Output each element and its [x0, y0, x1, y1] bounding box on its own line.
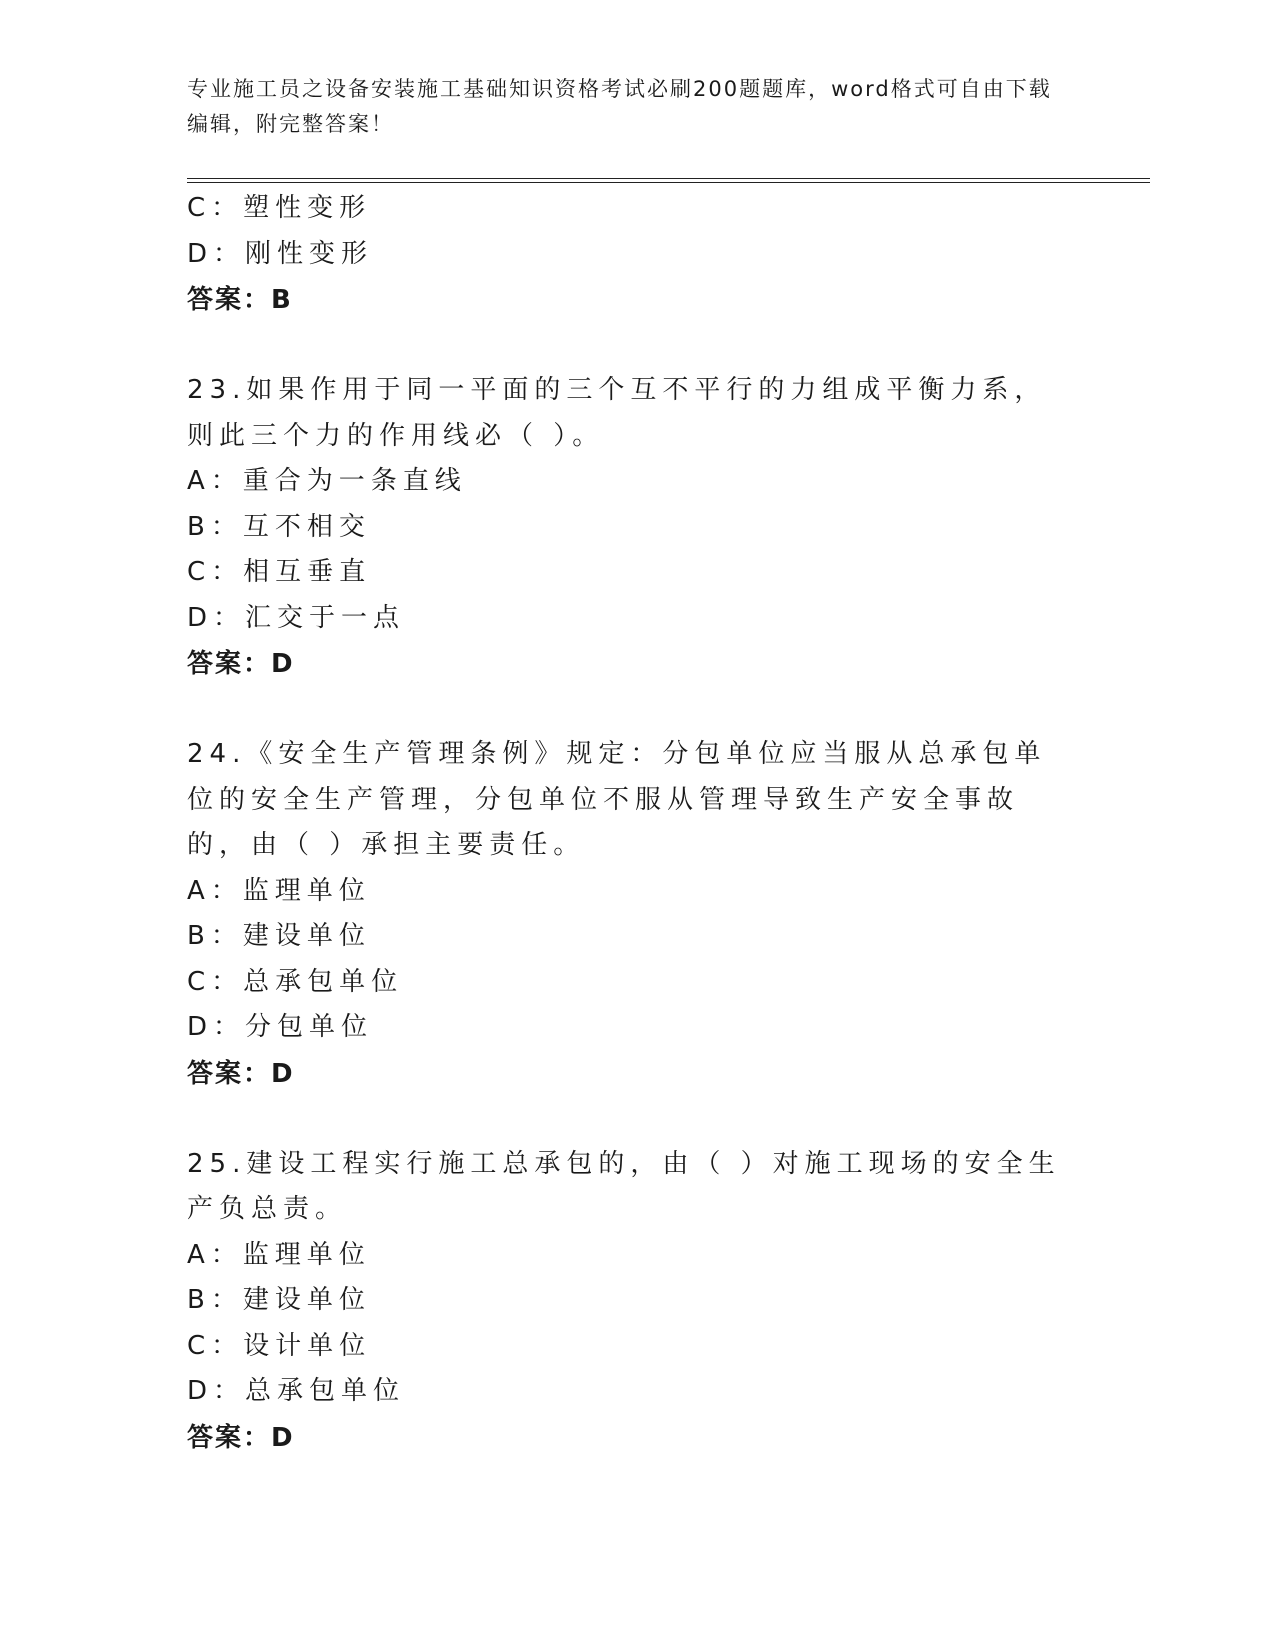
- option-a: A：重合为一条直线: [187, 466, 467, 496]
- option-d: D：总承包单位: [187, 1376, 406, 1406]
- option-b: B：互不相交: [187, 511, 371, 542]
- answer-line: 答案：D: [187, 1422, 295, 1453]
- header-rule-bottom: [187, 182, 1150, 183]
- option-a: A：监理单位: [187, 1239, 371, 1270]
- question-list: [187, 186, 1067, 1461]
- spacer: [187, 323, 1067, 368]
- answer-line: 答案：B: [187, 285, 293, 315]
- question-23: [187, 368, 1067, 687]
- question-25: [187, 1142, 1067, 1461]
- option-c: C：相互垂直: [187, 557, 372, 587]
- spacer: [187, 687, 1067, 732]
- question-stem: 23.如果作用于同一平面的三个互不平行的力组成平衡力系，则此三个力的作用线必（ ）。: [187, 375, 1047, 451]
- spacer: [187, 1097, 1067, 1142]
- question-24: [187, 732, 1067, 1097]
- header-rule-top: [187, 178, 1150, 179]
- option-c: C：总承包单位: [187, 966, 404, 997]
- option-c: C：塑性变形: [187, 193, 372, 223]
- header-title: 专业施工员之设备安装施工基础知识资格考试必刷200题题库，word格式可自由下载编辑，附完整答案！: [187, 77, 1052, 136]
- question-stem: 25.建设工程实行施工总承包的，由（ ）对施工现场的安全生产负总责。: [187, 1148, 1061, 1224]
- option-a: A：监理单位: [187, 875, 371, 906]
- document-header: [187, 72, 1067, 142]
- option-d: D：汇交于一点: [187, 602, 406, 633]
- answer-line: 答案：D: [187, 1058, 295, 1089]
- answer-line: 答案：D: [187, 649, 295, 679]
- option-b: B：建设单位: [187, 921, 371, 951]
- previous-question-tail: [187, 186, 1067, 323]
- option-d: D：刚性变形: [187, 238, 374, 269]
- option-d: D：分包单位: [187, 1012, 374, 1042]
- option-b: B：建设单位: [187, 1285, 371, 1315]
- question-stem: 24.《安全生产管理条例》规定：分包单位应当服从总承包单位的安全生产管理，分包单位不服从管理导致生产安全事故的，由（ ）承担主要责任。: [187, 739, 1047, 860]
- option-c: C：设计单位: [187, 1330, 372, 1361]
